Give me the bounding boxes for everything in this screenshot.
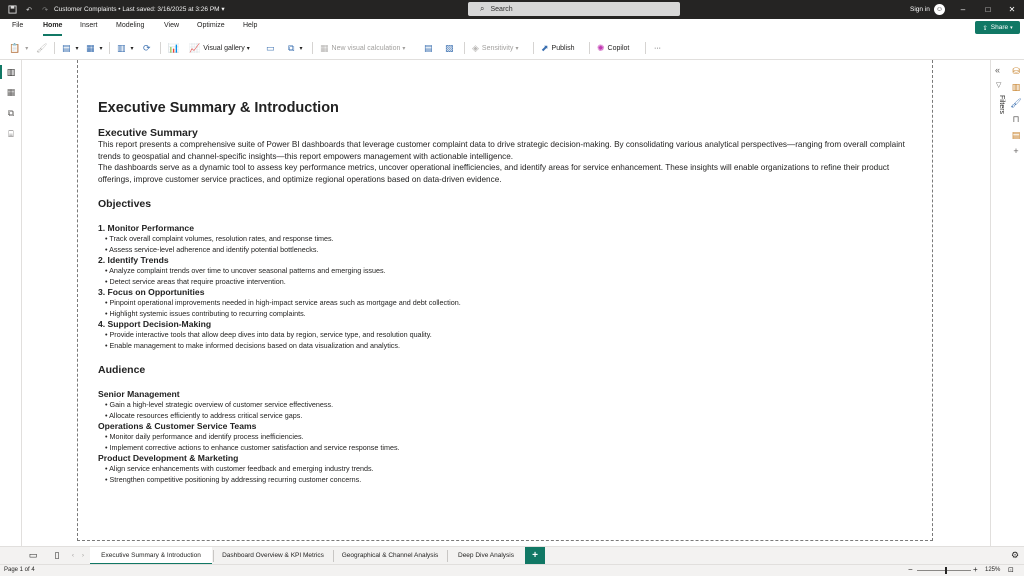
new-measure-button[interactable] [424, 41, 436, 55]
desktop-layout-icon[interactable]: ▭ [28, 550, 38, 560]
paste-button[interactable]: 📋 ▾ [9, 42, 29, 53]
menu-view[interactable]: View [164, 22, 180, 29]
page-indicator: Page 1 of 4 [4, 567, 35, 573]
copilot-button[interactable] [597, 41, 629, 55]
objectives-list [98, 223, 918, 351]
format-painter-button[interactable] [36, 41, 50, 55]
search-placeholder: Search [490, 5, 513, 13]
data-pane-icon[interactable]: ⛁ [1012, 66, 1020, 76]
objective-bullet: • Detect service areas that require proactive intervention. [98, 276, 918, 287]
sensitivity-icon: ◈ [472, 42, 479, 53]
menu-modeling[interactable]: Modeling [116, 22, 145, 29]
audience-bullet: • Strengthen competitive positioning by addressing recurring customer concerns. [98, 474, 918, 485]
share-label: Share [990, 24, 1009, 31]
search-icon: ⌕ [480, 4, 485, 13]
publish-button[interactable] [541, 41, 575, 55]
share-button[interactable] [975, 21, 1020, 34]
menu-home[interactable]: Home [43, 22, 63, 29]
audience-bullet: • Gain a high-level strategic overview of customer service effectiveness. [98, 399, 918, 410]
objective-title: 1. Monitor Performance [98, 223, 194, 233]
audience-title: Senior Management [98, 389, 180, 399]
menu-bar [0, 19, 1024, 36]
report-canvas-area [22, 60, 990, 546]
search-box[interactable] [468, 2, 680, 16]
add-pane-icon[interactable]: + [1013, 146, 1019, 156]
new-visual-calculation-button[interactable]: ▦ New visual calculation ▾ [320, 42, 406, 53]
objective-bullet: • Provide interactive tools that allow deep dives into data by region, service type, and resolution quality. [98, 329, 918, 340]
page-tabs-bar [0, 546, 1024, 564]
title-bar [0, 0, 1024, 19]
calculator-icon: ▦ [320, 42, 329, 53]
page-title: Executive Summary & Introduction [98, 100, 339, 116]
ribbon-toolbar [0, 36, 1024, 60]
filters-label: Filters [998, 95, 1005, 115]
publish-label: Publish [551, 44, 575, 52]
maximize-button[interactable]: □ [985, 5, 991, 14]
audience-heading: Audience [98, 364, 146, 376]
objective-bullet: • Track overall complaint volumes, resolution rates, and response times. [98, 233, 918, 244]
zoom-in-button[interactable]: + [973, 565, 978, 574]
dax-query-view-icon[interactable]: ⌸ [8, 129, 14, 139]
menu-optimize[interactable]: Optimize [197, 22, 225, 29]
scroll-left-icon[interactable]: ‹ [71, 552, 75, 559]
close-button[interactable]: ✕ [1008, 5, 1016, 14]
undo-icon[interactable]: ↶ [26, 6, 32, 14]
chevron-down-icon: ▾ [1010, 24, 1013, 31]
view-switcher-rail [0, 60, 22, 546]
fit-to-page-icon[interactable]: ⊡ [1008, 567, 1014, 574]
excel-icon: ▦ [86, 42, 95, 53]
visual-gallery-icon: 📈 [189, 42, 201, 53]
objective-title: 4. Support Decision-Making [98, 319, 212, 329]
copilot-label: Copilot [607, 44, 630, 52]
table-view-icon[interactable]: ▦ [6, 87, 16, 97]
expand-icon[interactable]: « [995, 65, 1001, 75]
sign-in-link[interactable]: Sign in [910, 6, 930, 13]
bar-chart-icon: 📊 [168, 42, 180, 53]
excel-button[interactable]: ▦ ▾ [86, 42, 103, 53]
executive-summary-paragraph-1: This report presents a comprehensive suite of Power BI dashboards that leverage customer complaint data to drive strategic decision-making. By consolidating various analytical perspectives—ranging from overall complaint trends to geospatial and channel-specific insights—this report empowers management with actionable intelligence. [98, 140, 905, 161]
share-icon: ⇪ [982, 24, 988, 32]
refresh-button[interactable] [143, 41, 154, 55]
selection-pane-icon[interactable]: ▤ [1011, 130, 1021, 140]
tab-executive-summary[interactable]: Executive Summary & Introduction [90, 547, 212, 565]
zoom-level[interactable]: 125% [985, 567, 1001, 573]
settings-gear-icon[interactable]: ⚙ [1010, 550, 1020, 560]
executive-summary-heading: Executive Summary [98, 127, 198, 139]
scroll-right-icon[interactable]: › [81, 552, 85, 559]
quick-measure-button[interactable] [445, 41, 457, 55]
visual-gallery-button[interactable]: 📈 Visual gallery ▾ [189, 42, 250, 53]
zoom-out-button[interactable]: − [908, 565, 913, 574]
document-title[interactable]: Customer Complaints • Last saved: 3/16/2025 at 3:26 PM ▾ [54, 6, 225, 13]
new-visual-button[interactable] [168, 41, 182, 55]
audience-list [98, 389, 918, 485]
model-view-icon[interactable]: ⧉ [7, 108, 15, 118]
visual-gallery-label: Visual gallery [203, 44, 245, 52]
objective-bullet: • Assess service-level adherence and identify potential bottlenecks. [98, 244, 918, 255]
zoom-slider[interactable] [917, 570, 971, 571]
format-pane-icon[interactable]: 🖌 [1010, 98, 1022, 108]
audience-bullet: • Monitor daily performance and identify process inefficiencies. [98, 431, 918, 442]
filters-pane-collapsed[interactable] [993, 65, 1007, 125]
avatar-icon[interactable]: ☺ [935, 6, 944, 13]
publish-icon: ⬈ [541, 42, 549, 53]
get-data-button[interactable]: ▤ ▾ [62, 42, 79, 53]
new-visual-calc-label: New visual calculation [331, 44, 401, 52]
transform-data-button[interactable]: ▥ ▾ [117, 42, 134, 53]
refresh-icon: ⟳ [143, 42, 151, 53]
bookmark-icon[interactable]: ⊓ [1012, 114, 1020, 124]
menu-file[interactable]: File [12, 22, 24, 29]
status-bar [0, 564, 1024, 576]
measure-icon: ▤ [424, 42, 433, 53]
audience-title: Product Development & Marketing [98, 453, 239, 463]
more-visuals-button[interactable]: ⧉ ▾ [288, 42, 303, 53]
copilot-icon: ✺ [597, 42, 605, 53]
report-page[interactable] [77, 60, 933, 541]
sensitivity-label: Sensitivity [481, 44, 514, 52]
executive-summary-paragraph-2: The dashboards serve as a dynamic tool to assess key performance metrics, uncover operational inefficiencies, and identify areas for service enhancement. These insights will enable organizations to refine their product offerings, improve customer service practices, and optimize regional operations based on data-driven evidence. [98, 163, 890, 184]
objective-title: 3. Focus on Opportunities [98, 287, 205, 297]
right-pane-rail [990, 60, 1024, 546]
transform-icon: ▥ [117, 42, 126, 53]
audience-bullet: • Allocate resources efficiently to address critical service gaps. [98, 410, 918, 421]
get-data-icon: ▤ [62, 42, 71, 53]
menu-help[interactable]: Help [243, 22, 258, 29]
sensitivity-button[interactable]: ◈ Sensitivity ▾ [472, 42, 519, 53]
more-visuals-icon: ⧉ [288, 42, 295, 53]
filter-icon: ▽ [996, 82, 1002, 89]
text-box-icon: ▭ [266, 42, 275, 53]
tab-dashboard-overview[interactable]: Dashboard Overview & KPI Metrics [222, 552, 324, 559]
save-icon[interactable] [6, 0, 18, 19]
objective-bullet: • Analyze complaint trends over time to uncover seasonal patterns and emerging issues. [98, 265, 918, 276]
audience-title: Operations & Customer Service Teams [98, 421, 257, 431]
report-view-icon[interactable]: ▥ [6, 67, 16, 77]
objective-bullet: • Enable management to make informed decisions based on data visualization and analytics. [98, 340, 918, 351]
objective-bullet: • Pinpoint operational improvements needed in high-impact service areas such as mortgage and debt collection. [98, 297, 918, 308]
mobile-layout-icon[interactable]: ▯ [54, 550, 60, 560]
quick-measure-icon: ▧ [445, 42, 454, 53]
audience-bullet: • Implement corrective actions to enhance customer satisfaction and service response times. [98, 442, 918, 453]
objective-bullet: • Highlight systemic issues contributing to recurring complaints. [98, 308, 918, 319]
objectives-heading: Objectives [98, 198, 152, 210]
redo-icon[interactable]: ↷ [42, 6, 48, 14]
text-box-visual[interactable] [98, 100, 918, 485]
minimize-button[interactable]: – [960, 5, 966, 14]
add-page-button[interactable]: + [525, 547, 545, 565]
tab-geographical-analysis[interactable]: Geographical & Channel Analysis [341, 552, 439, 559]
visualizations-pane-icon[interactable]: ▥ [1011, 82, 1021, 92]
audience-bullet: • Align service enhancements with customer feedback and emerging industry trends. [98, 463, 918, 474]
brush-icon: 🖌 [36, 42, 48, 53]
text-box-button[interactable] [266, 41, 278, 55]
menu-insert[interactable]: Insert [80, 22, 98, 29]
objective-title: 2. Identify Trends [98, 255, 169, 265]
more-options-button[interactable]: ··· [654, 44, 661, 52]
zoom-slider-knob[interactable] [945, 567, 947, 574]
tab-deep-dive[interactable]: Deep Dive Analysis [458, 552, 514, 559]
paste-icon: 📋 [9, 42, 21, 53]
